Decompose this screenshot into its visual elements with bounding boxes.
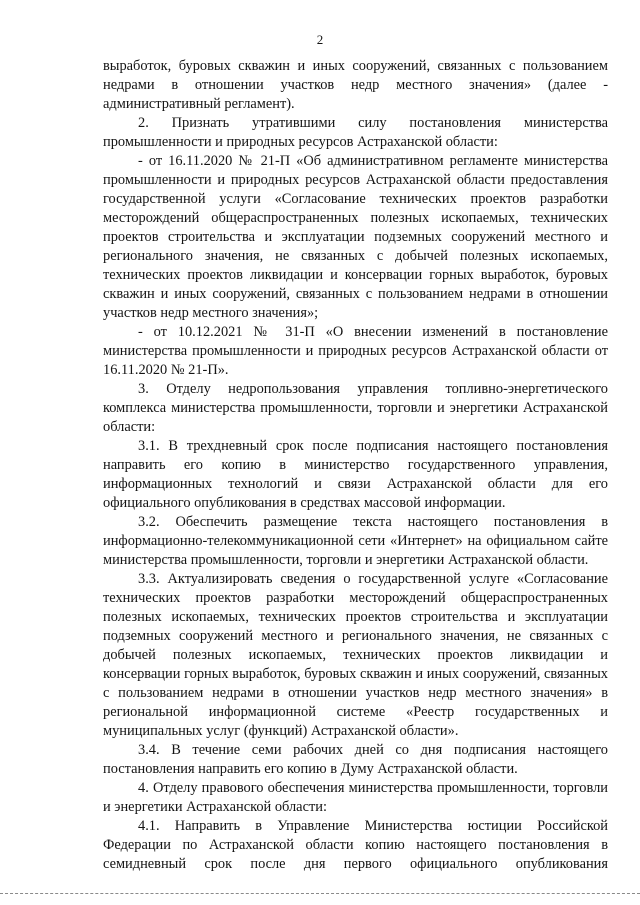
paragraph-4-1: 4.1. Направить в Управление Министерства юстиции Российской Федерации по Астраханской области копию настоящего постановления в семидневный срок после дня первого официального опубликования: [103, 818, 608, 872]
paragraph-3: 3. Отделу недропользования управления топливно-энергетического комплекса министерства промышленности, торговли и энергетики Астраханской области:: [103, 381, 608, 435]
paragraph-continuation: выработок, буровых скважин и иных сооружений, связанных с пользованием недрами в отношении участков недр местного значения» (далее - административный регламент).: [103, 58, 608, 112]
paragraph-3-2: 3.2. Обеспечить размещение текста настоящего постановления в информационно-телекоммуникационной сети «Интернет» на официальном сайте министерства промышленности, торговли и энергетики Астраханской области.: [103, 514, 608, 568]
paragraph-3-4: 3.4. В течение семи рабочих дней со дня подписания настоящего постановления направить его копию в Думу Астраханской области.: [103, 742, 608, 777]
paragraph-3-3: 3.3. Актуализировать сведения о государственной услуге «Согласование технических проектов разработки месторождений общераспространенных полезных ископаемых, технических проектов строительства и эксплуатации подземных сооружений местного и регионального значения, не связанных с добычей полезных ископаемых, технических проектов ликвидации и консервации горных выработок, буровых скважин и иных сооружений, связанных с пользованием недрами в отношении участков недр местного значения» в региональной информационной системе «Реестр государственных и муниципальных услуг (функций) Астраханской области».: [103, 571, 608, 739]
paragraph-4: 4. Отделу правового обеспечения министерства промышленности, торговли и энергетики Астраханской области:: [103, 780, 608, 815]
paragraph-2: 2. Признать утратившими силу постановления министерства промышленности и природных ресурсов Астраханской области:: [103, 115, 608, 150]
paragraph-2-item-1: - от 16.11.2020 № 21-П «Об административном регламенте министерства промышленности и природных ресурсов Астраханской области предоставления государственной услуги «Согласование технических проектов разработки месторождений общераспространенных полезных ископаемых, технических проектов строительства и эксплуатации подземных сооружений местного и регионального значения, не связанных с добычей полезных ископаемых, технических проектов ликвидации и консервации горных выработок, буровых скважин и иных сооружений, связанных с пользованием недрами в отношении участков недр местного значения»;: [103, 153, 608, 321]
page-number: 2: [316, 32, 324, 47]
paragraph-3-1: 3.1. В трехдневный срок после подписания настоящего постановления направить его копию в министерство государственного управления, информационных технологий и связи Астраханской области для его официального опубликования в средствах массовой информации.: [103, 438, 608, 511]
scan-bottom-edge: [0, 893, 640, 894]
document-body: [103, 57, 608, 874]
paragraph-2-item-2: - от 10.12.2021 № 31-П «О внесении изменений в постановление министерства промышленности и природных ресурсов Астраханской области от 16.11.2020 № 21-П».: [103, 324, 608, 378]
